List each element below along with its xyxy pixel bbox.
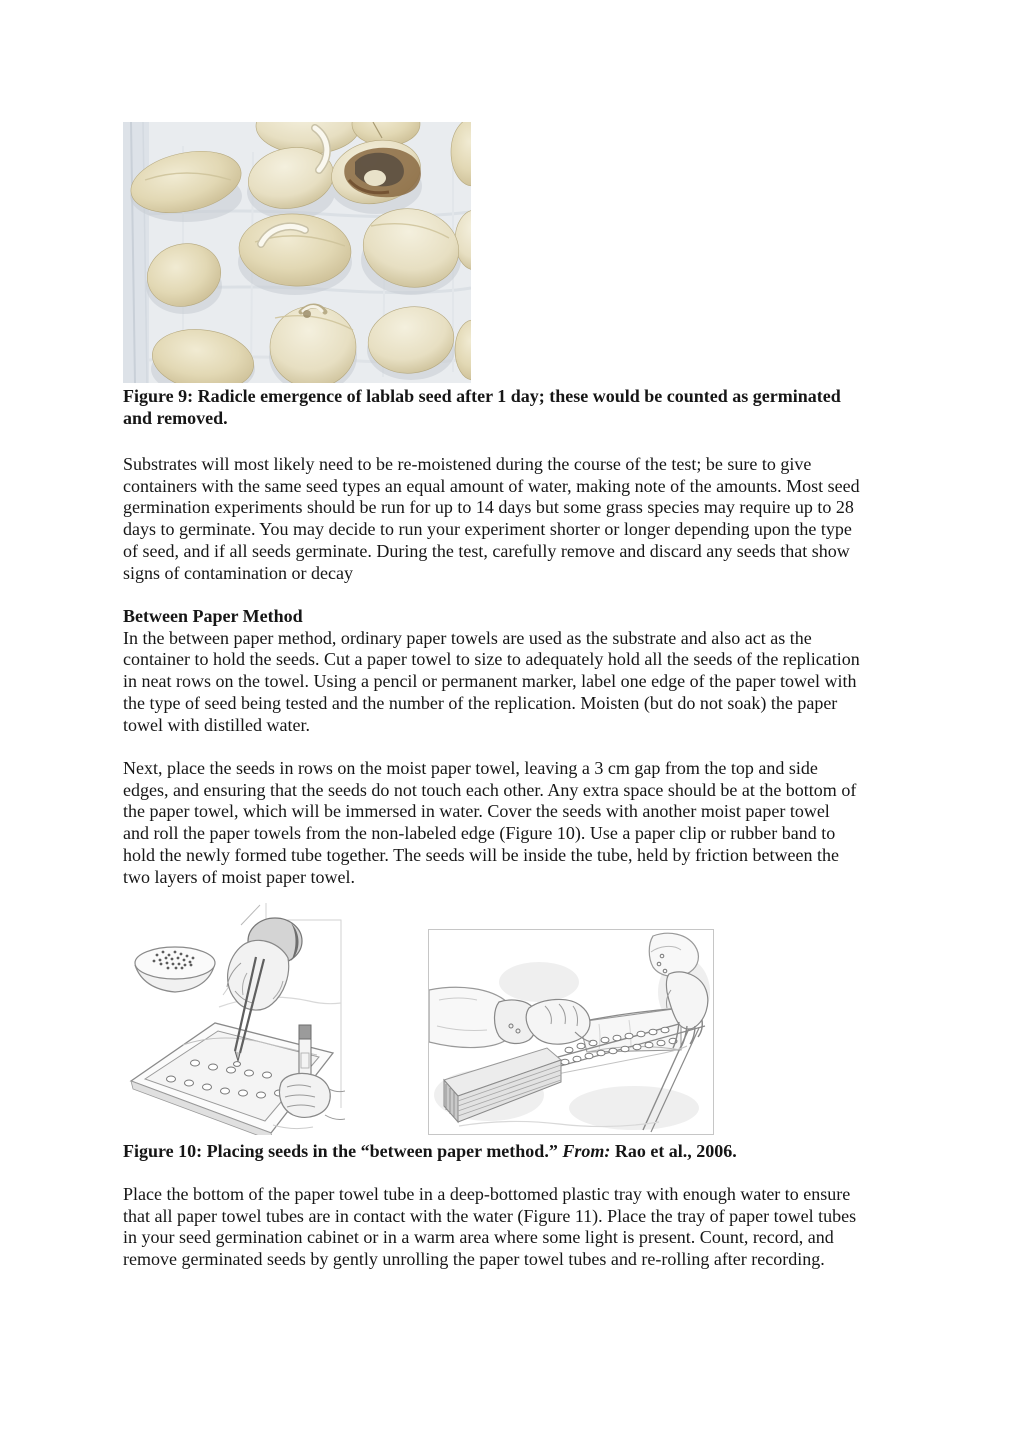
lablab-seeds-photo bbox=[123, 122, 471, 383]
caption-text: Figure 10: Placing seeds in the “between paper method.” bbox=[123, 1141, 558, 1161]
body-line: signs of contamination or decay bbox=[123, 562, 353, 583]
figure9-photo bbox=[123, 122, 471, 383]
body-line: in neat rows on the towel. Using a pencil or permanent marker, label one edge of the paper towel with bbox=[123, 671, 857, 692]
body-line: in your seed germination cabinet or in a warm area where some light is present. Count, record, and bbox=[123, 1227, 834, 1248]
body-line: days to germinate. You may decide to run your experiment shorter or longer depending upon the type bbox=[123, 519, 852, 540]
figure9-caption bbox=[123, 386, 841, 429]
body-line: Place the bottom of the paper towel tube in a deep-bottomed plastic tray with enough water to ensure bbox=[123, 1184, 851, 1204]
body-line: hold the newly formed tube together. The seeds will be inside the tube, held by friction between the bbox=[123, 844, 839, 865]
body-line: and roll the paper towels from the non-labeled edge (Figure 10). Use a paper clip or rubber band to bbox=[123, 823, 836, 844]
body-line: towel with distilled water. bbox=[123, 714, 310, 735]
section-heading: Between Paper Method bbox=[123, 606, 303, 626]
paragraph-place-bottom bbox=[123, 1184, 856, 1271]
section-between-paper bbox=[123, 606, 860, 736]
body-line: edges, and ensuring that the seeds do not touch each other. Any extra space should be at the bottom of bbox=[123, 779, 857, 800]
body-line: two layers of moist paper towel. bbox=[123, 866, 355, 887]
body-line: that all paper towel tubes are in contact with the water (Figure 11). Place the tray of paper towel tubes bbox=[123, 1205, 857, 1226]
caption-line: and removed. bbox=[123, 407, 228, 428]
figure10-images-row bbox=[123, 903, 913, 1135]
body-line: containers with the same seed types an equal amount of water, making note of the amounts. Most seed bbox=[123, 475, 860, 496]
body-line: In the between paper method, ordinary paper towels are used as the substrate and also act as the bbox=[123, 627, 812, 648]
figure10-left-illustration bbox=[123, 903, 345, 1135]
caption-from-label: From: bbox=[562, 1141, 611, 1161]
body-line: germination experiments should be run for up to 14 days but some grass species may require up to 28 bbox=[123, 497, 854, 518]
caption-line: Figure 9: Radicle emergence of lablab seed after 1 day; these would be counted as germinated bbox=[123, 386, 841, 406]
body-line: the type of seed being tested and the number of the replication. Moisten (but do not soak) the paper bbox=[123, 692, 838, 713]
body-line: remove germinated seeds by gently unrolling the paper towel tubes and re-rolling after recording. bbox=[123, 1249, 825, 1270]
body-line: container to hold the seeds. Cut a paper towel to size to adequately hold all the seeds of the replication bbox=[123, 649, 860, 670]
body-line: Substrates will most likely need to be re-moistened during the course of the test; be sure to give bbox=[123, 454, 812, 474]
body-line: the paper towel, which will be immersed in water. Cover the seeds with another moist paper towel bbox=[123, 801, 830, 822]
paragraph-next-place bbox=[123, 758, 856, 888]
figure10-caption bbox=[123, 1141, 737, 1163]
body-line: of seed, and if all seeds germinate. During the test, carefully remove and discard any seeds that show bbox=[123, 540, 850, 561]
figure10-right-illustration bbox=[428, 929, 714, 1135]
paragraph-substrates bbox=[123, 454, 860, 584]
body-line: Next, place the seeds in rows on the moist paper towel, leaving a 3 cm gap from the top and side bbox=[123, 758, 818, 778]
caption-source: Rao et al., 2006. bbox=[614, 1141, 737, 1161]
